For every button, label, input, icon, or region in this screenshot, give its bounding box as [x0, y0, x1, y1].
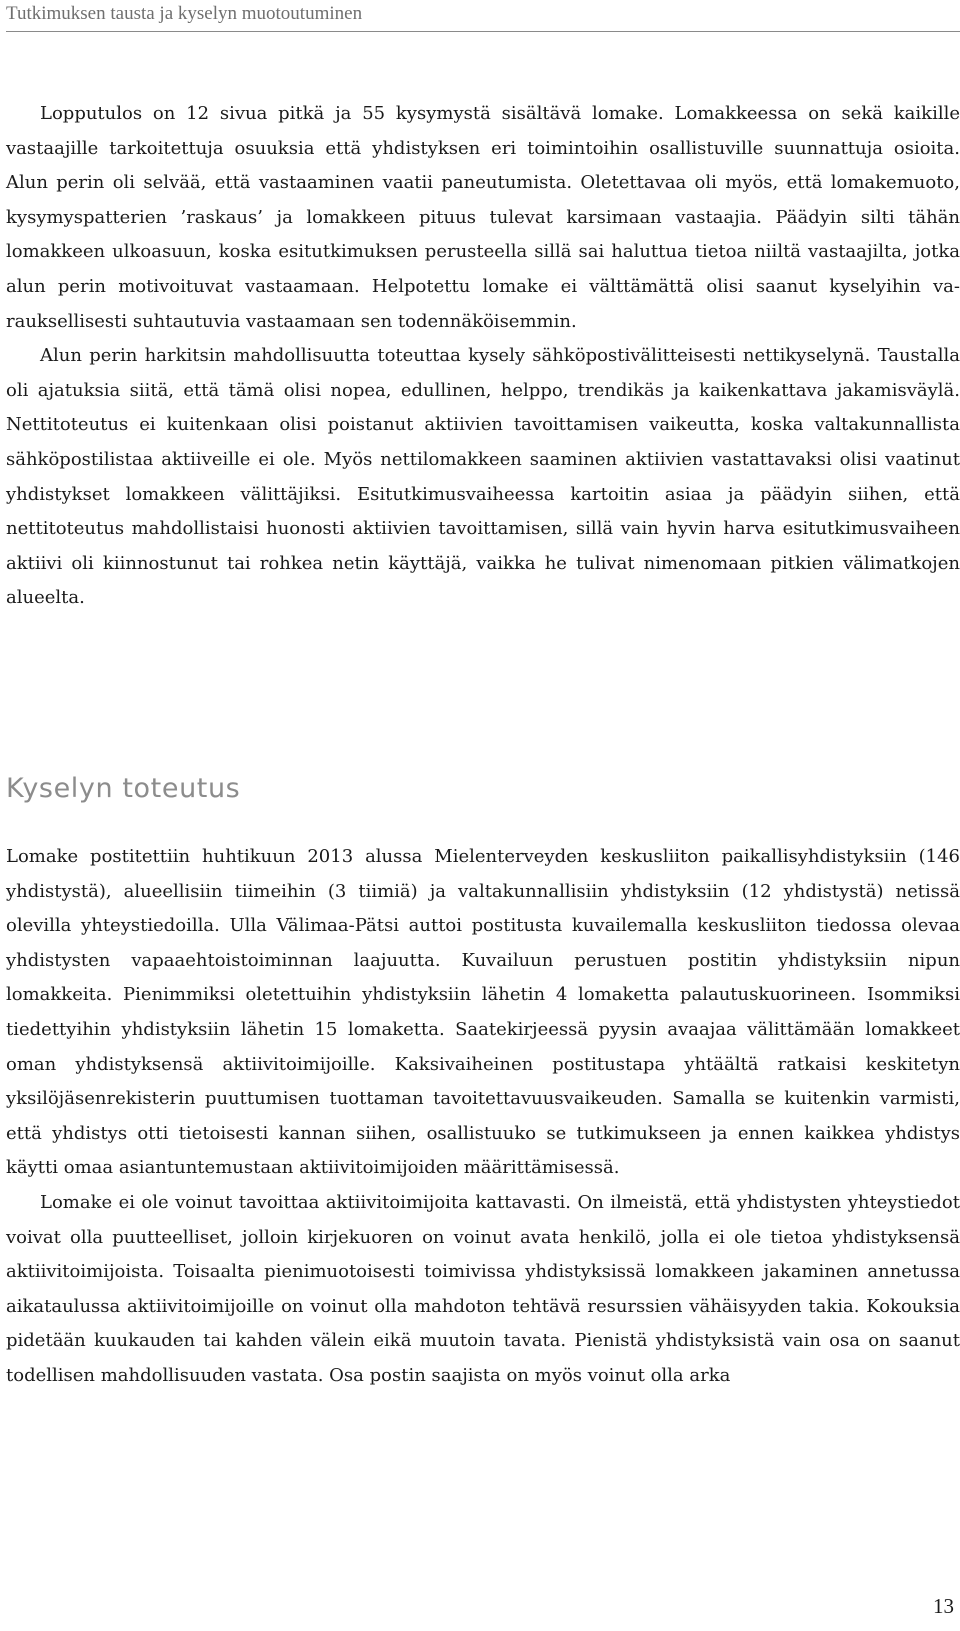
- body-paragraph: Lomake postitettiin huhtikuun 2013 alussa Mielenterveyden keskusliiton paikallisyhdistyksiin (146 yhdistystä), alueellisiin tiimeihin (3 tiimiä) ja valtakunnallisiin yhdistyksiin (12 yhdistystä) netissä olevilla yhteystiedoilla. Ulla Välimaa-Pätsi auttoi postitusta kuvailemalla keskusliiton tiedossa olevaa yhdistysten vapaaehtoistoiminnan laajuutta. Kuvailuun perustuen postitin yhdistyksiin nipun lomakkeita. Pienimmiksi oletettuihin yhdistyksiin lähetin 4 lomaketta palautuskuorineen. Isommiksi tiedettyihin yhdistyksiin lähetin 15 lomaketta. Saatekirjeessä pyysin avaajaa välittämään lomakkeet oman yhdistyksensä aktiivitoimijoille. Kaksivaiheinen postitustapa yhtäältä ratkaisi keskitetyn yksilöjäsenrekisterin puuttumisen tuottaman tavoitettavuusvaikeuden. Samalla se kuitenkin varmisti, että yhdistys otti tietoisesti kannan siihen, osallistuuko se tutkimukseen ja ennen kaikkea yhdistys käytti omaa asiantuntemustaan aktiivitoimijoiden määrittämisessä.: [6, 846, 960, 1179]
- section-body-implementation: [6, 840, 960, 1394]
- section-heading: Kyselyn toteutus: [6, 773, 241, 804]
- running-header-title: Tutkimuksen tausta ja kyselyn muotoutuminen: [6, 3, 363, 24]
- body-paragraph: Alun perin harkitsin mahdollisuutta toteuttaa kysely sähköpostivälitteisesti nettikyselynä. Taustalla oli ajatuksia siitä, että tämä olisi nopea, edullinen, helppo, trendikäs ja kaikenkattava jakamisväylä. Nettitoteutus ei kuitenkaan olisi poistanut aktiivien tavoittamisen vaikeutta, koska valtakunnallista sähköpostilistaa aktiiveille ei ole. Myös nettilomakkeen saaminen aktiivien vastattavaksi olisi vaatinut yhdistykset lomakkeen välittäjiksi. Esitutkimusvaiheessa kartoitin asiaa ja päädyin siihen, että nettitoteutus mahdollistaisi huonosti aktiivien tavoittamisen, sillä vain hyvin harva esitutkimusvaiheen aktiivi oli kiinnostunut tai rohkea netin käyttäjä, vaikka he tulivat nimenomaan pitkien välimatkojen alueelta.: [6, 345, 960, 609]
- body-paragraph: Lopputulos on 12 sivua pitkä ja 55 kysymystä sisältävä lomake. Lomakkeessa on sekä kaikille vastaajille tarkoitettuja osuuksia että yhdistyksen eri toimintoihin osallistuville suunnattuja osioita. Alun perin oli selvää, että vastaaminen vaatii paneutumista. Oletettavaa oli myös, että lomakemuoto, kysymyspatterien ’raskaus’ ja lomakkeen pituus tulevat karsimaan vastaajia. Päädyin silti tähän lomakkeen ulkoasuun, koska esitutkimuksen perusteella sillä sai haluttua tietoa niiltä vastaajilta, jotka alun perin motivoituvat vastaamaan. Helpotettu lomake ei välttämättä olisi saanut kyselyihin varauksellisesti suhtautuvia vastaamaan sen todennäköisemmin.: [6, 103, 960, 332]
- section-body-intro: [6, 97, 960, 616]
- body-paragraph: Lomake ei ole voinut tavoittaa aktiivitoimijoita kattavasti. On ilmeistä, että yhdistysten yhteystiedot voivat olla puutteelliset, jolloin kirjekuoren on voinut avata henkilö, jolla ei ole tietoa yhdistyksensä aktiivitoimijoista. Toisaalta pienimuotoisesti toimivissa yhdistyksissä lomakkeen jakaminen annetussa aikataulussa aktiivitoimijoille on voinut olla mahdoton tehtävä resurssien vähäisyyden takia. Kokouksia pidetään kuukauden tai kahden välein eikä muutoin tavata. Pienistä yhdistyksistä vain osa on saanut todellisen mahdollisuuden vastata. Osa postin saajista on myös voinut olla arka: [6, 1191, 960, 1386]
- running-header: [6, 0, 960, 32]
- page-number: 13: [933, 1594, 954, 1618]
